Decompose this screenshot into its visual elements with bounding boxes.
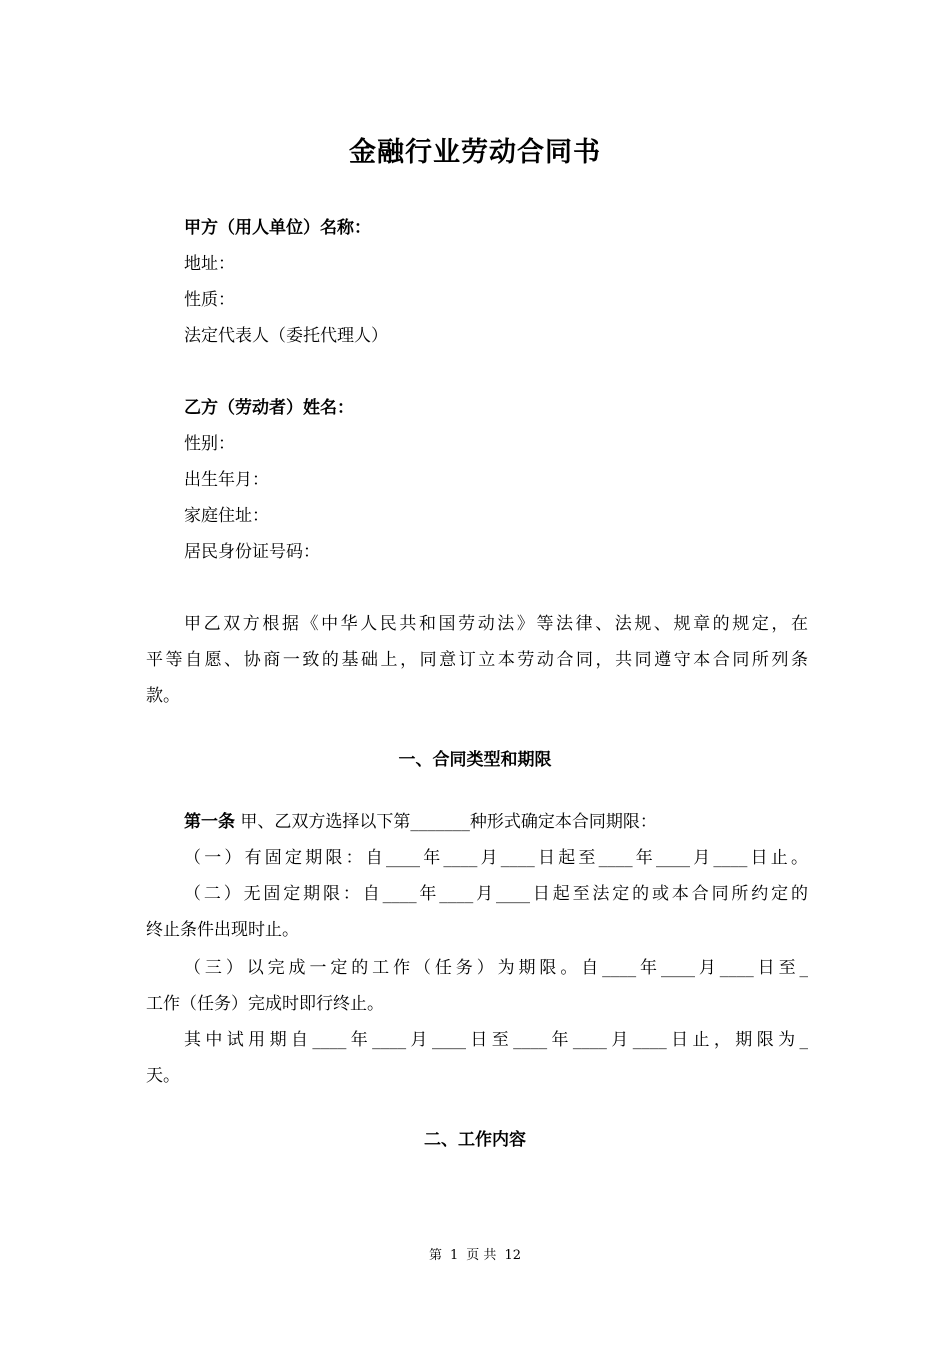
document-title: 金融行业劳动合同书	[349, 137, 601, 168]
party-b-name-label: 乙方（劳动者）姓名：	[184, 398, 354, 418]
party-b-gender-label: 性别：	[184, 434, 235, 454]
footer-page-number: 1	[450, 1248, 459, 1263]
footer-prefix: 第	[429, 1248, 443, 1263]
option-3-line-2: 工作（任务）完成时即行终止。	[146, 994, 384, 1014]
option-1: （一）有固定期限：自____年____月____日起至____年____月____日止。	[184, 848, 808, 868]
party-a-name-label: 甲方（用人单位）名称：	[184, 218, 371, 238]
article-1-text: 甲、乙双方选择以下第_______种形式确定本合同期限：	[235, 812, 657, 832]
option-2-line-1: （二）无固定期限：自____年____月____日起至法定的或本合同所约定的	[184, 884, 808, 904]
party-b-home-label: 家庭住址：	[184, 506, 269, 526]
intro-line-2: 平等自愿、协商一致的基础上，同意订立本劳动合同，共同遵守本合同所列条	[146, 650, 808, 670]
option-3-line-1: （三）以完成一定的工作（任务）为期限。自____年____月____日至_	[184, 958, 808, 978]
article-1-label: 第一条	[184, 812, 235, 832]
party-a-address-label: 地址：	[184, 254, 235, 274]
party-b-birth-label: 出生年月：	[184, 470, 269, 490]
article-1	[184, 804, 808, 840]
section-1-heading: 一、合同类型和期限	[398, 750, 552, 770]
party-a-rep-label: 法定代表人（委托代理人）	[184, 326, 388, 346]
intro-line-3: 款。	[146, 686, 180, 706]
probation-line-1: 其中试用期自____年____月____日至____年____月____日止，期限为_	[184, 1030, 808, 1050]
section-2-heading: 二、工作内容	[424, 1130, 526, 1150]
option-2-line-2: 终止条件出现时止。	[146, 920, 299, 940]
footer-middle: 页 共	[466, 1248, 497, 1263]
party-a-nature-label: 性质：	[184, 290, 235, 310]
party-b-id-label: 居民身份证号码：	[184, 542, 320, 562]
intro-line-1: 甲乙双方根据《中华人民共和国劳动法》等法律、法规、规章的规定，在	[184, 614, 808, 634]
page-footer	[0, 1244, 950, 1263]
probation-line-2: 天。	[146, 1066, 180, 1086]
footer-total-pages: 12	[504, 1248, 521, 1263]
